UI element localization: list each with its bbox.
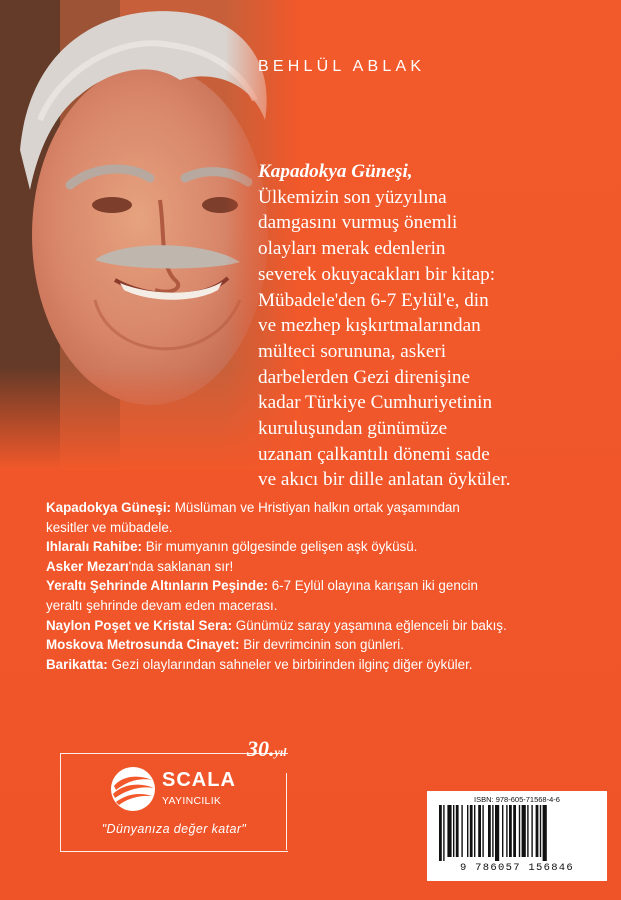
story-title: Asker Mezarı xyxy=(46,558,129,574)
story-text: Gezi olaylarından sahneler ve birbirinden ilginç diğer öyküler. xyxy=(107,656,473,672)
story-list xyxy=(46,498,606,674)
blurb-line: Mübadele'den 6-7 Eylül'e, din xyxy=(258,289,489,311)
publisher-slogan: "Dünyanıza değer katar" xyxy=(101,822,247,836)
blurb-line: severek okuyacakları bir kitap: xyxy=(258,263,496,285)
story-item xyxy=(46,498,606,518)
barcode-digits: 9 786057 156846 xyxy=(459,862,574,874)
story-item xyxy=(46,635,606,655)
story-text: 'nda saklanan sır! xyxy=(128,558,234,574)
blurb-line: Ülkemizin son yüzyılına xyxy=(258,186,447,208)
blurb-line: ve mezhep kışkırtmalarından xyxy=(258,315,481,337)
blurb-line: ve akıcı bir dille anlatan öyküler. xyxy=(258,469,511,491)
story-item xyxy=(46,596,606,616)
story-title: Moskova Metrosunda Cinayet: xyxy=(46,637,240,653)
story-text: yeraltı şehrinde devam eden macerası. xyxy=(46,597,278,613)
author-photo xyxy=(0,0,300,470)
story-title: Naylon Poşet ve Kristal Sera: xyxy=(46,617,233,633)
blurb xyxy=(258,159,608,493)
story-text: Bir mumyanın gölgesinde gelişen aşk öyküsü. xyxy=(142,539,418,555)
publisher-subtitle: YAYINCILIK xyxy=(162,795,222,807)
blurb-line: uzanan çalkantılı dönemi sade xyxy=(258,443,490,465)
blurb-line: olayları merak edenlerin xyxy=(258,238,446,260)
story-text: Günümüz saray yaşamına eğlenceli bir bakış. xyxy=(232,617,507,633)
publisher-logo-frame-edge xyxy=(286,773,287,850)
blurb-line: mülteci sorununa, askeri xyxy=(258,340,447,362)
barcode-bars xyxy=(439,805,595,861)
story-title: Kapadokya Güneşi: xyxy=(46,500,172,515)
story-item xyxy=(46,576,606,596)
story-title: Yeraltı Şehrinde Altınların Peşinde: xyxy=(46,578,268,594)
blurb-line: damgasını vurmuş önemli xyxy=(258,212,458,234)
blurb-line: darbelerden Gezi direnişine xyxy=(258,366,471,388)
story-title: Ihlaralı Rahibe: xyxy=(46,539,142,555)
story-item xyxy=(46,616,606,636)
barcode xyxy=(427,791,607,881)
scala-logo-icon xyxy=(108,764,158,814)
publisher-name: SCALA xyxy=(162,769,236,791)
anniversary-suffix: yıl xyxy=(274,745,287,759)
blurb-line: kadar Türkiye Cumhuriyetinin xyxy=(258,392,493,414)
story-text: 6-7 Eylül olayına karışan iki gencin xyxy=(268,578,478,594)
blurb-title: Kapadokya Güneşi, xyxy=(258,161,413,182)
story-text: kesitler ve mübadele. xyxy=(46,519,173,535)
story-item xyxy=(46,518,606,538)
blurb-line: kuruluşundan günümüze xyxy=(258,418,448,440)
anniversary-badge xyxy=(247,736,287,762)
story-item xyxy=(46,557,606,577)
anniversary-number: 30. xyxy=(247,736,275,761)
story-item xyxy=(46,655,606,675)
author-name: BEHLÜL ABLAK xyxy=(258,58,426,75)
story-text: Müslüman ve Hristiyan halkın ortak yaşamından xyxy=(171,500,460,515)
story-item xyxy=(46,537,606,557)
isbn-label: ISBN: 978-605-71568-4-6 xyxy=(474,795,560,804)
story-text: Bir devrimcinin son günleri. xyxy=(239,637,404,653)
story-title: Barikatta: xyxy=(46,656,108,672)
